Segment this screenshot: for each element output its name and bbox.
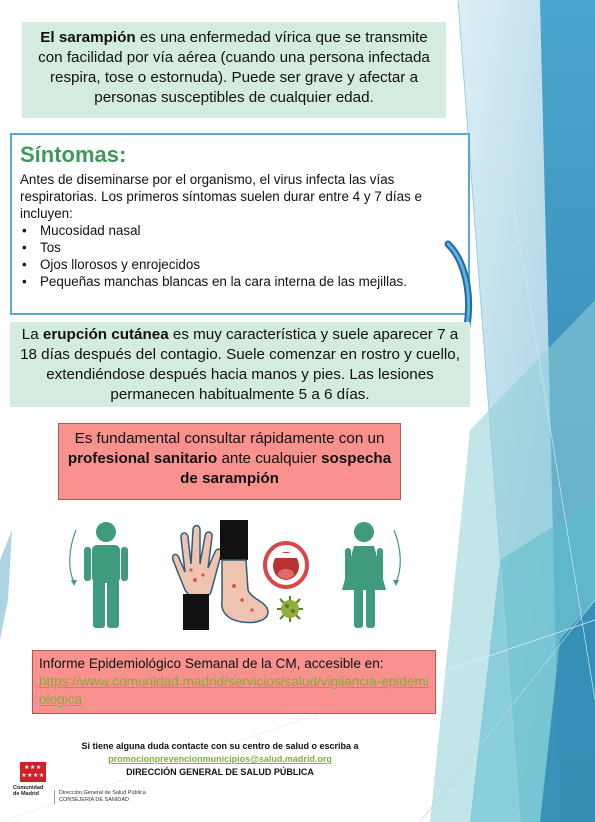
- rash-bold: erupción cutánea: [42, 326, 169, 343]
- list-item: • Tos: [20, 239, 460, 256]
- symptoms-list: [20, 222, 460, 290]
- intro-box: [22, 22, 446, 118]
- consult-bold-2: sospecha de sarampión: [180, 450, 392, 487]
- org-logo: [20, 762, 146, 804]
- intro-text: es una enfermedad vírica que se transmite con facilidad por vía aérea (cuando una persona infectada respira, tose o estornuda). Puede ser grave y afectar a personas susceptibles de cualquier edad.: [38, 29, 430, 106]
- rash-text: es muy característica y suele aparecer 7 a 18 días después del contagio. Suele comenzar en rostro y cuello, extendiéndose después hacia manos y pies. Las lesiones permanecen habitualmente 5 a 6 días.: [20, 326, 460, 403]
- woman-icon: [330, 520, 408, 630]
- org-dept-1: Dirección General de Salud Pública: [59, 790, 146, 796]
- org-dept-2: CONSEJERÍA DE SANIDAD: [59, 797, 129, 803]
- org-dept: [54, 790, 146, 804]
- list-item: • Ojos llorosos y enrojecidos: [20, 256, 460, 273]
- org-name: [13, 785, 43, 797]
- contact-line-3: DIRECCIÓN GENERAL DE SALUD PÚBLICA: [126, 767, 314, 777]
- symptoms-title: Síntomas:: [20, 142, 127, 167]
- report-link[interactable]: https://www.comunidad.madrid/servicios/salud/vigilancia-epidemiologica: [39, 674, 429, 707]
- report-box: [32, 650, 436, 714]
- org-name-2: de Madrid: [13, 791, 39, 797]
- madrid-flag-icon: ★★★ ★★★★: [20, 762, 46, 782]
- org-name-1: Comunidad: [13, 785, 44, 791]
- mouth-icon: [262, 540, 310, 590]
- contact-line-1: Si tiene alguna duda contacte con su centro de salud o escriba a: [81, 741, 359, 751]
- virus-icon: [276, 595, 304, 623]
- intro-bold: El sarampión: [40, 29, 136, 46]
- man-icon: [62, 520, 140, 630]
- list-item: • Mucosidad nasal: [20, 222, 460, 239]
- symptoms-box: [10, 133, 470, 315]
- rash-pre: La: [21, 326, 43, 343]
- consult-mid: ante cualquier: [217, 450, 322, 467]
- consult-bold-1: profesional sanitario: [67, 450, 218, 467]
- rash-box: [10, 322, 470, 407]
- consult-pre: Es fundamental consultar rápidamente con un: [74, 430, 385, 447]
- symptoms-text: Antes de diseminarse por el organismo, el virus infecta las vías respiratorias. Los primeros síntomas suelen durar entre 4 y 7 días e incluyen:: [20, 172, 422, 221]
- contact-email-link[interactable]: promocionprevencionmunicipios@salud.madrid.org: [108, 754, 332, 764]
- report-text: Informe Epidemiológico Semanal de la CM, accesible en:: [39, 656, 384, 671]
- list-item: • Pequeñas manchas blancas en la cara interna de las mejillas.: [20, 273, 460, 290]
- consult-box: [58, 423, 401, 500]
